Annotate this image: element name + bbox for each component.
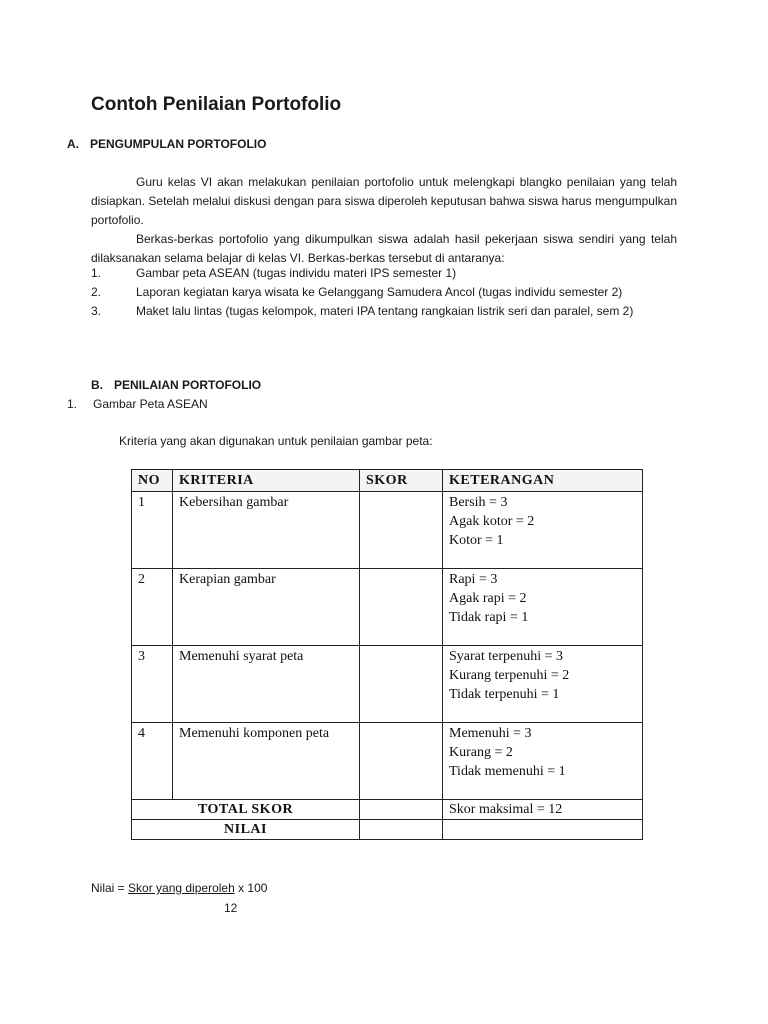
cell-no: 4: [132, 723, 173, 800]
cell-keterangan: [443, 646, 643, 723]
section-a-letter: A.: [67, 137, 79, 151]
table-row: [132, 646, 643, 723]
section-a-title: PENGUMPULAN PORTOFOLIO: [90, 137, 267, 151]
list-item-text: Gambar peta ASEAN (tugas individu materi IPS semester 1): [136, 266, 457, 280]
keterangan-line: Rapi = 3: [449, 572, 498, 587]
subsection-number: 1.: [67, 397, 78, 411]
cell-skor: [360, 646, 443, 723]
section-b-heading: [91, 377, 261, 393]
list-item-number: 1.: [91, 266, 102, 280]
cell-keterangan: [443, 723, 643, 800]
list-item: [91, 302, 633, 321]
keterangan-line: Syarat terpenuhi = 3: [449, 649, 564, 664]
cell-kriteria: Memenuhi syarat peta: [173, 646, 360, 723]
cell-skor: [360, 492, 443, 569]
keterangan-line: Tidak rapi = 1: [449, 610, 529, 625]
formula-denominator: 12: [224, 901, 238, 915]
keterangan-line: Tidak terpenuhi = 1: [449, 687, 560, 702]
keterangan-line: Agak kotor = 2: [449, 514, 535, 529]
list-item: [91, 283, 633, 302]
paragraph-berkas: Berkas-berkas portofolio yang dikumpulkan siswa adalah hasil pekerjaan siswa sendiri yang telah dilaksanakan selama belajar di kelas VI. Berkas-berkas tersebut di antaranya:: [91, 232, 677, 265]
cell-skor: [360, 723, 443, 800]
list-item-number: 3.: [91, 304, 102, 318]
total-skor-value: [360, 800, 443, 820]
section-b-letter: B.: [91, 378, 103, 392]
keterangan-line: Memenuhi = 3: [449, 726, 532, 741]
section-b-title: PENILAIAN PORTOFOLIO: [114, 378, 262, 392]
cell-kriteria: Kerapian gambar: [173, 569, 360, 646]
nilai-row: [132, 820, 643, 840]
subsection-gambar-peta: [67, 396, 208, 412]
list-item-text: Maket lalu lintas (tugas kelompok, materi IPA tentang rangkaian listrik seri dan paralel, sem 2): [136, 304, 634, 318]
keterangan-line: Agak rapi = 2: [449, 591, 527, 606]
section-a-heading: [67, 136, 266, 152]
total-row: [132, 800, 643, 820]
total-skor-note: Skor maksimal = 12: [443, 800, 643, 820]
nilai-value: [360, 820, 443, 840]
cell-no: 1: [132, 492, 173, 569]
cell-kriteria: Memenuhi komponen peta: [173, 723, 360, 800]
header-no: NO: [132, 470, 173, 492]
cell-skor: [360, 569, 443, 646]
list-item-number: 2.: [91, 285, 102, 299]
paragraph-intro: Guru kelas VI akan melakukan penilaian portofolio untuk melengkapi blangko penilaian yang telah disiapkan. Setelah melalui diskusi dengan para siswa diperoleh keputusan bahwa siswa harus mengumpulkan portofolio.: [91, 175, 677, 227]
table-row: [132, 492, 643, 569]
list-item-text: Laporan kegiatan karya wisata ke Gelanggang Samudera Ancol (tugas individu semester 2): [136, 285, 623, 299]
cell-keterangan: [443, 492, 643, 569]
header-kriteria: KRITERIA: [173, 470, 360, 492]
formula-numerator: Skor yang diperoleh: [128, 881, 235, 895]
list-item: [91, 264, 633, 283]
keterangan-line: Tidak memenuhi = 1: [449, 764, 566, 779]
table-row: [132, 569, 643, 646]
nilai-label: NILAI: [132, 820, 360, 840]
keterangan-line: Kurang = 2: [449, 745, 513, 760]
cell-no: 3: [132, 646, 173, 723]
subsection-title: Gambar Peta ASEAN: [93, 397, 208, 411]
table-header-row: [132, 470, 643, 492]
criteria-intro: Kriteria yang akan digunakan untuk penilaian gambar peta:: [119, 434, 433, 448]
cell-no: 2: [132, 569, 173, 646]
scoring-table: [131, 469, 643, 840]
nilai-note: [443, 820, 643, 840]
keterangan-line: Kurang terpenuhi = 2: [449, 668, 570, 683]
keterangan-line: Kotor = 1: [449, 533, 504, 548]
cell-kriteria: Kebersihan gambar: [173, 492, 360, 569]
keterangan-line: Bersih = 3: [449, 495, 508, 510]
table-row: [132, 723, 643, 800]
page-title: Contoh Penilaian Portofolio: [91, 94, 342, 115]
portfolio-item-list: [91, 264, 633, 321]
formula-suffix: x 100: [234, 881, 268, 895]
header-skor: SKOR: [360, 470, 443, 492]
cell-keterangan: [443, 569, 643, 646]
header-keterangan: KETERANGAN: [443, 470, 643, 492]
formula-prefix: Nilai =: [91, 881, 129, 895]
total-skor-label: TOTAL SKOR: [132, 800, 360, 820]
score-formula: [91, 880, 267, 896]
